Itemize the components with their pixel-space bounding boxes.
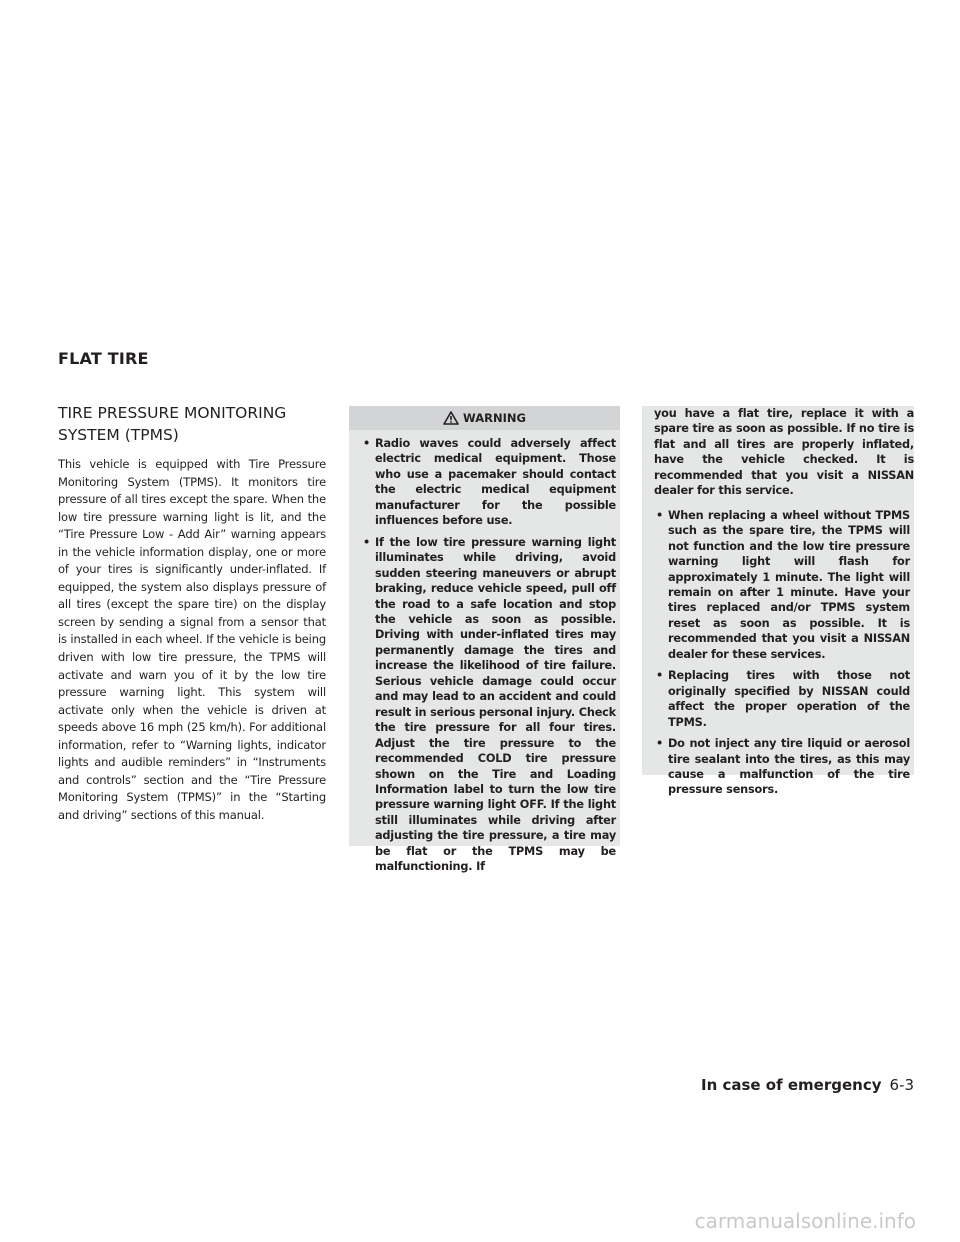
warning-continuation: you have a flat tire, replace it with a spare tire as soon as possible. If no tire is flat and all tires are properly inflated, have the vehicle checked. It is recommended that you visit a NISSAN dealer for this service.	[654, 407, 914, 498]
bullet: •	[656, 508, 664, 522]
warning-item	[363, 535, 616, 875]
warning-item-text: When replacing a wheel without TPMS such as the spare tire, the TPMS will not function and the low tire pressure warning light will flash for approximately 1 minute. The light will remain on after 1 minute. Have your tires replaced and/or TPMS system reset as soon as possible. It is recommended that you visit a NISSAN dealer for these services.	[668, 508, 910, 661]
warning-item-text: Replacing tires with those not originally specified by NISSAN could affect the proper operation of the TPMS.	[668, 669, 910, 729]
warning-item-text: Radio waves could adversely affect electric medical equipment. Those who use a pacemaker should contact the electric medical equipment manufacturer for the possible influences before use.	[375, 437, 616, 528]
warning-item	[656, 736, 910, 798]
warning-item	[656, 668, 910, 730]
warning-box-continued	[642, 406, 914, 797]
warning-item	[363, 436, 616, 529]
intro-column	[58, 402, 326, 824]
intro-paragraph: This vehicle is equipped with Tire Pressure Monitoring System (TPMS). It monitors tire pressure of all tires except the spare. When the low tire pressure warning light is lit, and the “Tire Pressure Low - Add Air” warning appears in the vehicle information display, one or more of your tires is significantly under-inflated. If equipped, the system also displays pressure of all tires (except the spare tire) on the display screen by sending a signal from a sensor that is installed in each wheel. If the vehicle is being driven with low tire pressure, the TPMS will activate and warn you of it by the low tire pressure warning light. This system will activate only when the vehicle is driven at speeds above 16 mph (25 km/h). For additional information, refer to “Warning lights, indicator lights and audible reminders” in “Instruments and controls” section and the “Tire Pressure Monitoring System (TPMS)” in the “Starting and driving” sections of this manual.	[58, 457, 326, 822]
subheading-line-1: TIRE PRESSURE MONITORING	[58, 404, 287, 422]
section-title: FLAT TIRE	[58, 349, 149, 368]
page-footer	[701, 1076, 914, 1094]
warning-item-text: If the low tire pressure warning light illuminates while driving, avoid sudden steering maneuvers or abrupt braking, reduce vehicle speed, pull off the road to a safe location and stop the vehicle as soon as possible. Driving with under-inflated tires may permanently damage the tires and increase the likelihood of tire failure. Serious vehicle damage could occur and may lead to an accident and could result in serious personal injury. Check the tire pressure for all four tires. Adjust the tire pressure to the recommended COLD tire pressure shown on the Tire and Loading Information label to turn the low tire pressure warning light OFF. If the light still illuminates while driving after adjusting the tire pressure, a tire may be flat or the TPMS may be malfunctioning. If	[375, 535, 616, 874]
warning-box	[349, 406, 620, 874]
warning-list-continued	[642, 505, 914, 798]
watermark: carmanualsonline.info	[694, 1209, 916, 1233]
warning-label: WARNING	[463, 411, 526, 425]
warning-item	[656, 508, 910, 663]
subheading	[58, 402, 326, 446]
warning-item-text: Do not inject any tire liquid or aerosol tire sealant into the tires, as this may cause a malfunction of the tire pressure sensors.	[668, 737, 910, 797]
bullet: •	[656, 737, 664, 751]
bullet: •	[656, 669, 664, 683]
bullet: •	[363, 535, 371, 549]
page-number: 6-3	[889, 1076, 914, 1094]
bullet: •	[363, 437, 371, 450]
warning-list	[349, 430, 620, 875]
footer-section-name: In case of emergency	[700, 1076, 882, 1094]
warning-triangle-icon	[443, 411, 459, 425]
warning-header	[349, 406, 620, 430]
subheading-line-2: SYSTEM (TPMS)	[58, 426, 179, 444]
